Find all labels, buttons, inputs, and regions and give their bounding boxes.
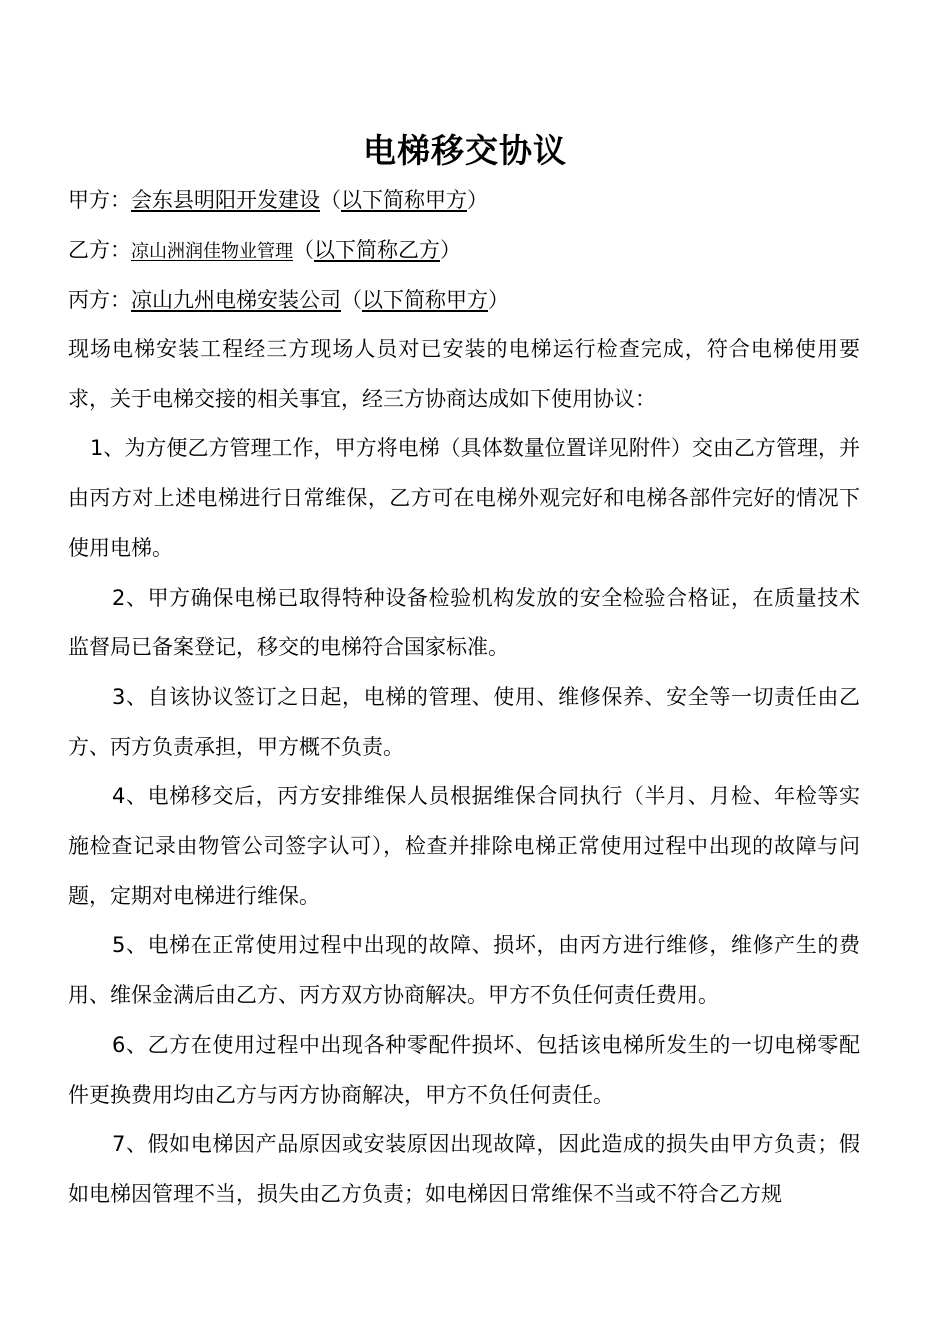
party-a-open-paren: （ [320, 188, 341, 212]
party-c-abbreviation: 以下简称甲方 [362, 288, 488, 312]
clause-1: 1、为方便乙方管理工作，甲方将电梯（具体数量位置详见附件）交由乙方管理，并由丙方对上述电梯进行日常维保，乙方可在电梯外观完好和电梯各部件完好的情况下使用电梯。 [68, 436, 860, 560]
clause-2: 2、甲方确保电梯已取得特种设备检验机构发放的安全检验合格证，在质量技术监督局已备案登记，移交的电梯符合国家标准。 [68, 585, 860, 660]
clause-6: 6、乙方在使用过程中出现各种零配件损坏、包括该电梯所发生的一切电梯零配件更换费用均由乙方与丙方协商解决，甲方不负任何责任。 [68, 1032, 860, 1107]
party-c-label: 丙方： [68, 288, 131, 312]
party-b-close-paren: ） [440, 238, 461, 262]
clause-4: 4、电梯移交后，丙方安排维保人员根据维保合同执行（半月、月检、年检等实施检查记录由物管公司签字认可），检查并排除电梯正常使用过程中出现的故障与问题，定期对电梯进行维保。 [68, 784, 860, 908]
agreement-body [68, 325, 860, 1220]
party-c-name: 凉山九州电梯安装公司 [131, 288, 341, 312]
clause-3: 3、自该协议签订之日起，电梯的管理、使用、维修保养、安全等一切责任由乙方、丙方负责承担，甲方概不负责。 [68, 684, 860, 759]
party-c-open-paren: （ [341, 288, 362, 312]
party-b-line [68, 235, 888, 267]
party-a-label: 甲方： [68, 188, 131, 212]
clause-5: 5、电梯在正常使用过程中出现的故障、损坏，由丙方进行维修，维修产生的费用、维保金满后由乙方、丙方双方协商解决。甲方不负任何责任费用。 [68, 933, 860, 1008]
document-title: 电梯移交协议 [363, 131, 567, 170]
party-c-line [68, 285, 888, 315]
party-b-abbreviation: 以下简称乙方 [314, 238, 440, 262]
party-a-close-paren: ） [467, 188, 488, 212]
party-a-line [68, 185, 888, 215]
party-c-close-paren: ） [488, 288, 509, 312]
party-a-name: 会东县明阳开发建设 [131, 188, 320, 212]
intro-paragraph: 现场电梯安装工程经三方现场人员对已安装的电梯运行检查完成，符合电梯使用要求，关于电梯交接的相关事宜，经三方协商达成如下使用协议： [68, 337, 860, 411]
party-b-open-paren: （ [293, 238, 314, 262]
clause-7: 7、假如电梯因产品原因或安装原因出现故障，因此造成的损失由甲方负责；假如电梯因管理不当，损失由乙方负责；如电梯因日常维保不当或不符合乙方规 [68, 1132, 860, 1206]
party-b-name: 凉山洲润佳物业管理 [131, 241, 293, 262]
party-a-abbreviation: 以下简称甲方 [341, 188, 467, 212]
party-b-label: 乙方： [68, 238, 131, 262]
